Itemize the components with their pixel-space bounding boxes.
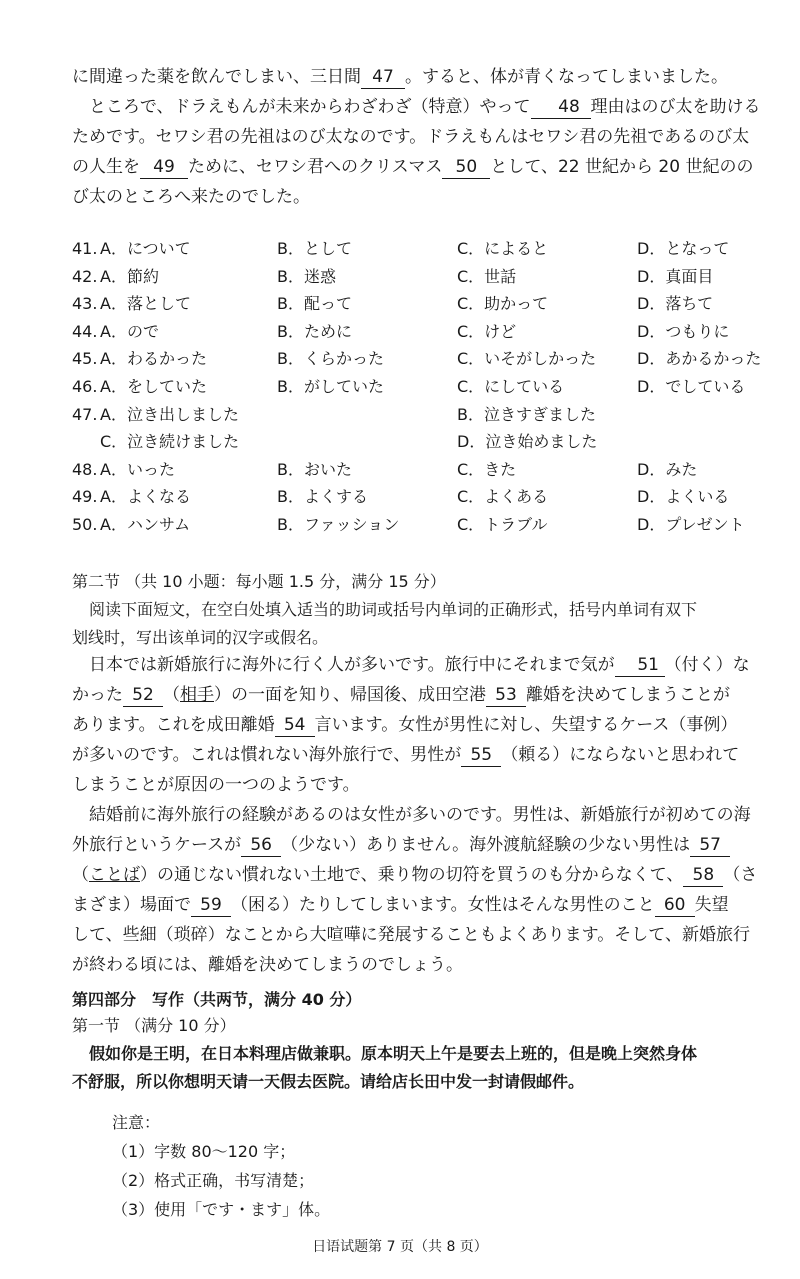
cloze-line-4: が多いのです。これは慣れない海外旅行で、男性が 55 （頼る）にならないと思われて (72, 745, 740, 765)
passage-line-5: び太のところへ来たのでした。 (72, 187, 310, 207)
writing-task-line-2: 不舒服，所以你想明天请一天假去医院。请给店长田中发一封请假邮件。 (72, 1072, 585, 1091)
note-2: （2）格式正确，书写清楚； (112, 1171, 315, 1190)
blank-47: 47 (361, 66, 405, 89)
section-2-instruction-1: 阅读下面短文，在空白处填入适当的助词或括号内单词的正确形式，括号内单词有双下 (89, 600, 698, 619)
notes-block (112, 1108, 330, 1224)
option-row-44: 44. A．ので B．ために C．けど D．つもりに (72, 321, 730, 341)
notes-label: 注意： (112, 1113, 161, 1132)
option-row-42: 42. A．節約 B．迷惑 C．世話 D．真面目 (72, 266, 714, 286)
cloze-line-9: まざま）場面で 59 （困る）たりしてしまいます。女性はそんな男性のこと 60 失望 (72, 895, 729, 915)
cloze-line-11: が終わる頃には、離婚を決めてしまうのでしょう。 (72, 955, 463, 975)
option-row-49: 49. A．よくなる B．よくする C．よくある D．よくいる (72, 487, 730, 507)
option-row-48: 48. A．いった B．おいた C．きた D．みた (72, 459, 698, 479)
blank-58: 58 (683, 864, 723, 887)
cloze-line-5: しまうことが原因の一つのようです。 (72, 775, 360, 795)
blank-52: 52 (123, 684, 163, 707)
blank-50: 50 (442, 156, 490, 179)
page-footer: 日语试题第 7 页（共 8 页） (312, 1239, 488, 1255)
blank-54: 54 (275, 714, 315, 737)
options-list (72, 235, 784, 539)
option-row-46: 46. A．をしていた B．がしていた C．にしている D．でしている (72, 376, 746, 396)
blank-51: 51 (615, 654, 665, 677)
blank-48: 48 (531, 96, 591, 119)
cloze-line-3: あります。これを成田離婚 54 言います。女性が男性に対し、失望するケース（事例） (72, 715, 738, 735)
blank-60: 60 (655, 894, 695, 917)
option-row-50: 50. A．ハンサム B．ファッション C．トラブル D．プレゼント (72, 514, 745, 534)
cloze-line-10: して、些細（琐碎）なことから大喧嘩に発展することもよくあります。そして、新婚旅行 (72, 925, 750, 945)
part-4-heading: 第四部分 写作（共两节，满分 40 分） (72, 990, 362, 1009)
passage-line-4: の人生を 49 ために、セワシ君へのクリスマス 50 として、22 世紀から 20 世紀のの (72, 157, 754, 177)
note-3: （3）使用「です・ます」体。 (112, 1200, 331, 1219)
section-2-instruction-2: 划线时，写出该单词的汉字或假名。 (72, 628, 329, 647)
cloze-line-8: （ことば）の通じない慣れない土地で、乗り物の切符を買うのも分からなくて、 58 （さ (72, 865, 758, 885)
cloze-line-7: 外旅行というケースが 56 （少ない）ありません。海外渡航経験の少ない男性は 57 (72, 830, 784, 860)
blank-57: 57 (690, 834, 730, 857)
cloze-line-6: 結婚前に海外旅行の経験があるのは女性が多いのです。男性は、新婚旅行が初めての海 (89, 805, 751, 825)
blank-59: 59 (191, 894, 231, 917)
passage-line-3: ためです。セワシ君の先祖はのび太なのです。ドラえもんはセワシ君の先祖であるのび太 (72, 127, 750, 147)
blank-55: 55 (461, 744, 501, 767)
option-row-43: 43. A．落として B．配って C．助かって D．落ちて (72, 294, 714, 314)
blank-56: 56 (241, 834, 281, 857)
section-2-heading: 第二节 （共 10 小题：每小题 1.5 分，满分 15 分） (72, 572, 446, 591)
blank-53: 53 (486, 684, 526, 707)
writing-task-line-1: 假如你是王明，在日本料理店做兼职。原本明天上午是要去上班的，但是晚上突然身体 (89, 1044, 698, 1063)
option-row-47-a: 47. A．泣き出しました B．泣きすぎました (72, 404, 596, 424)
note-1: （1）字数 80～120 字； (112, 1142, 296, 1161)
passage-line-1: に間違った薬を飲んでしまい、三日間 47 。すると、体が青くなってしまいました。 (72, 67, 728, 87)
passage-line-2: ところで、ドラえもんが未来からわざわざ（特意）やって 48 理由はのび太を助ける (89, 97, 761, 117)
option-row-45: 45. A．わるかった B．くらかった C．いそがしかった D．あかるかった (72, 349, 762, 369)
cloze-line-2: かった 52 （相手）の一面を知り、帰国後、成田空港 53 離婚を決めてしまうことが (72, 685, 730, 705)
cloze-line-1: 日本では新婚旅行に海外に行く人が多いです。旅行中にそれまで気が 51 （付く）な (89, 655, 750, 675)
part-4-section-1-heading: 第一节 （满分 10 分） (72, 1016, 236, 1035)
blank-49: 49 (140, 156, 188, 179)
option-row-47-b: C．泣き続けました D．泣き始めました (100, 432, 598, 452)
option-row-41: 41. A．について B．として C．によると D．となって (72, 239, 730, 258)
